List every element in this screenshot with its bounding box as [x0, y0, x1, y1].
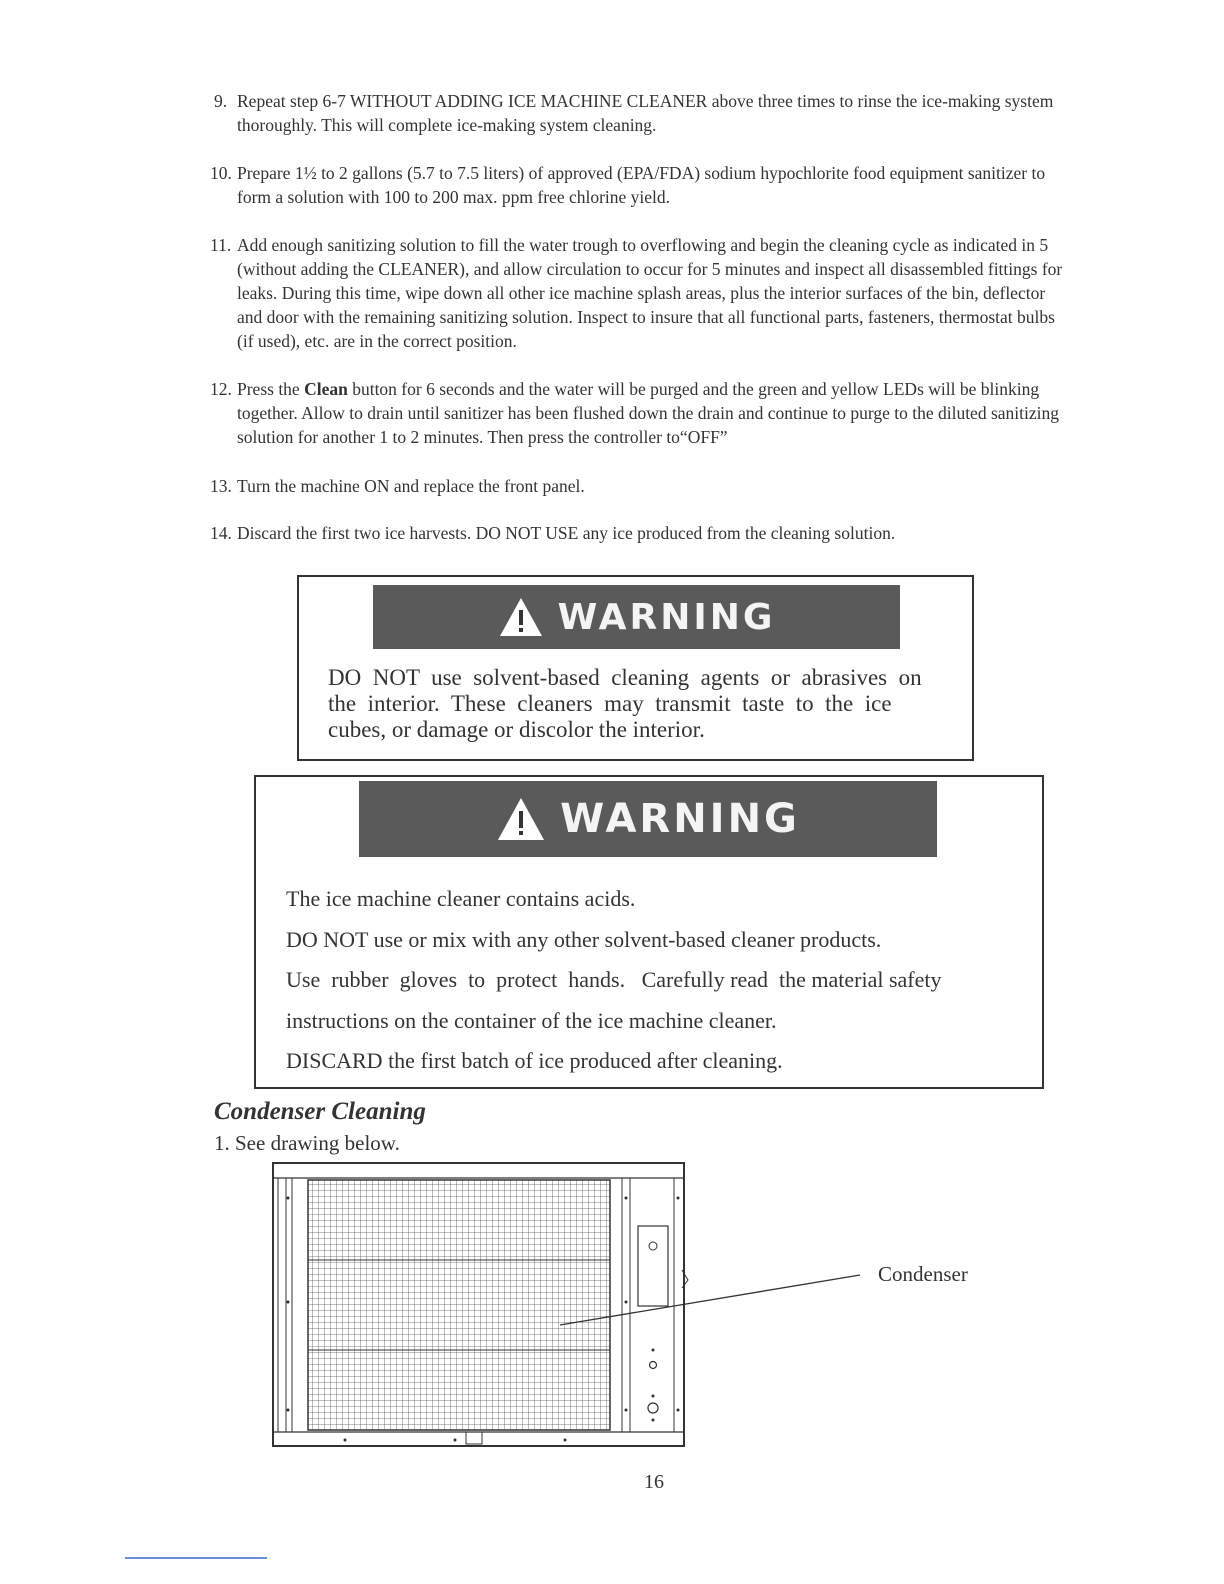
step-text-after: button for 6 seconds and the water will be purged and the green and yellow LEDs will be blinking together. Allow to drain until sanitizer has been flushed down the drain and continue to purge to the diluted sanitizing solution for another 1 to 2 minutes. Then press the controller to“OFF”	[237, 379, 1059, 447]
step-10	[210, 161, 1070, 209]
warning-triangle-icon	[496, 796, 546, 842]
condenser-step: 1. See drawing below.	[214, 1131, 400, 1155]
warning-line: DISCARD the first batch of ice produced after cleaning.	[286, 1048, 783, 1073]
warning-box-2	[254, 775, 1044, 1089]
warning-line: DO NOT use solvent-based cleaning agents or abrasives on	[328, 665, 922, 690]
step-text: Prepare 1½ to 2 gallons (5.7 to 7.5 liters) of approved (EPA/FDA) sodium hypochlorite food equipment sanitizer to form a solution with 100 to 200 max. ppm free chlorine yield.	[237, 163, 1046, 207]
section-heading: Condenser Cleaning	[214, 1098, 426, 1125]
warning-box-1	[297, 575, 974, 761]
step-text-before: Press the	[237, 379, 305, 399]
step-number: 9.	[214, 91, 228, 111]
warning-text	[328, 665, 968, 743]
clean-button-label: Clean	[304, 379, 348, 399]
step-12	[210, 377, 1070, 449]
step-9	[210, 89, 1070, 137]
warning-line: DO NOT use or mix with any other solvent-based cleaner products.	[286, 926, 882, 952]
warning-banner	[359, 781, 937, 857]
page-number: 16	[644, 1471, 664, 1493]
warning-line: The ice machine cleaner contains acids.	[286, 886, 636, 911]
warning-banner	[373, 585, 900, 649]
leader-line	[555, 1270, 865, 1330]
step-text: Discard the first two ice harvests. DO NOT USE any ice produced from the cleaning solution.	[237, 523, 896, 543]
warning-line: instructions on the container of the ice machine cleaner.	[286, 1007, 777, 1033]
warning-triangle-icon	[498, 596, 544, 638]
footer-line	[125, 1557, 267, 1559]
step-text: Turn the machine ON and replace the front panel.	[237, 476, 585, 496]
condenser-label: Condenser	[878, 1262, 968, 1286]
step-number: 14.	[210, 523, 232, 543]
warning-title: WARNING	[560, 796, 800, 842]
step-13	[210, 474, 1070, 498]
warning-line: the interior. These cleaners may transmit taste to the ice	[328, 691, 892, 716]
step-11	[210, 233, 1070, 353]
step-text	[237, 377, 1070, 449]
step-number: 11.	[210, 235, 232, 255]
step-text: Repeat step 6-7 WITHOUT ADDING ICE MACHINE CLEANER above three times to rinse the ice-making system thoroughly. This will complete ice-making system cleaning.	[237, 91, 1054, 135]
step-number: 10.	[210, 163, 232, 183]
warning-text	[286, 879, 1036, 1082]
step-number: 12.	[210, 379, 232, 399]
warning-title: WARNING	[557, 596, 776, 638]
step-text: Add enough sanitizing solution to fill the water trough to overflowing and begin the cleaning cycle as indicated in 5 (without adding the CLEANER), and allow circulation to occur for 5 minutes and inspect all disassembled fittings for leaks. During this time, wipe down all other ice machine splash areas, plus the interior surfaces of the bin, deflector and door with the remaining sanitizing solution. Inspect to insure that all functional parts, fasteners, thermostat bulbs (if used), etc. are in the correct position.	[237, 235, 1063, 351]
warning-line: cubes, or damage or discolor the interior.	[328, 717, 705, 742]
step-number: 13.	[210, 476, 232, 496]
step-14	[210, 521, 1070, 545]
warning-line: Use rubber gloves to protect hands. Carefully read the material safety	[286, 967, 942, 992]
